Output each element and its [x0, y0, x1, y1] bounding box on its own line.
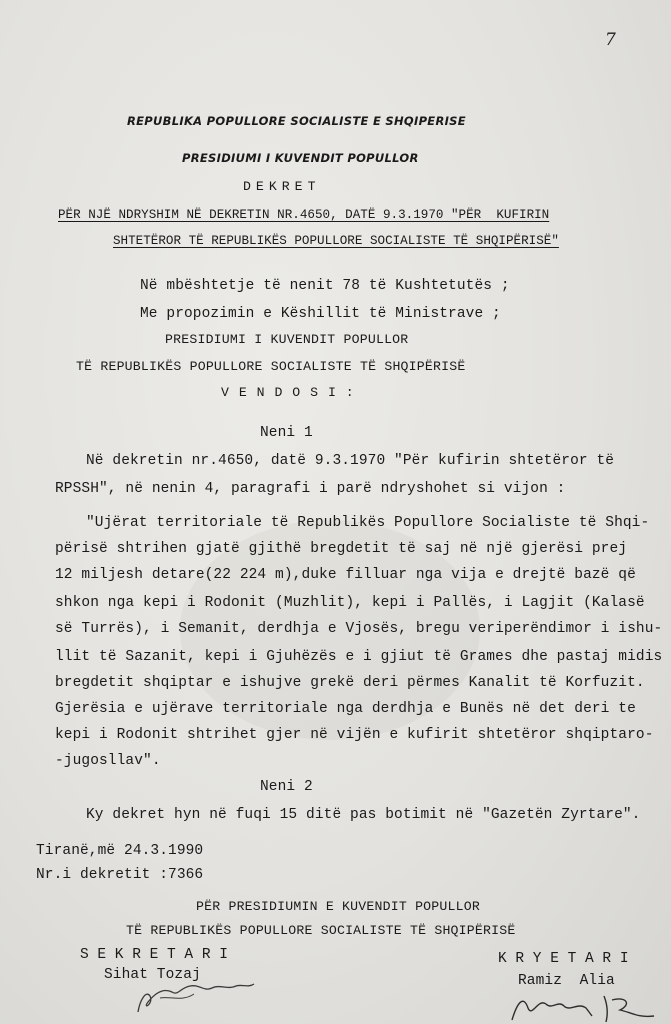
article-1-line: shkon nga kepi i Rodonit (Muzhlit), kepi i Pallës, i Lagjit (Kalasë [55, 595, 645, 611]
article-1-line: -jugosllav". [55, 753, 161, 769]
vendosi-heading: V E N D O S I : [221, 385, 355, 400]
secretary-title: S E K R E T A R I [80, 947, 228, 963]
chairman-title: K R Y E T A R I [498, 951, 629, 967]
preamble-line-2: Me propozimin e Këshillit të Ministrave ; [140, 306, 501, 322]
decree-number: Nr.i dekretit :7366 [36, 867, 204, 883]
doc-type-title: DEKRET [243, 179, 321, 194]
closing-line-2: TË REPUBLIKËS POPULLORE SOCIALISTE TË SHQIPËRISË [126, 923, 516, 938]
chairman-signature [508, 990, 658, 1024]
article-1-heading: Neni 1 [260, 425, 313, 441]
article-1-line: së Turrës), i Semanit, derdhja e Vjosës, bregu veriperëndimor i ishu- [55, 621, 663, 637]
article-1-line: llit të Sazanit, kepi i Gjuhëzës e i gjiut të Grames dhe pastaj midis [55, 649, 663, 665]
article-1-line: 12 miljesh detare(22 224 m),duke filluar nga vija e drejtë bazë që [55, 567, 636, 583]
article-1-line: "Ujërat territoriale të Republikës Popullore Socialiste të Shqi- [86, 515, 650, 531]
article-1-line: kepi i Rodonit shtrihet gjer në vijën e kufirit shtetëror shqiptaro- [55, 727, 654, 743]
chairman-name: Ramiz Alia [518, 973, 615, 989]
secretary-name: Sihat Tozaj [104, 967, 201, 983]
article-1-line: RPSSH", në nenin 4, paragrafi i parë ndryshohet si vijon : [55, 481, 566, 497]
preamble-presidium: PRESIDIUMI I KUVENDIT POPULLOR [165, 332, 409, 347]
closing-line-1: PËR PRESIDIUMIN E KUVENDIT POPULLOR [196, 899, 480, 914]
article-1-line: Gjerësia e ujërave territoriale nga derdhja e Bunës në det deri te [55, 701, 636, 717]
decree-subject-line-2: SHTETËROR TË REPUBLIKËS POPULLORE SOCIALISTE TË SHQIPËRISË" [113, 234, 559, 248]
page-number: 7 [605, 30, 616, 50]
preamble-line-1: Në mbështetje të nenit 78 të Kushtetutës ; [140, 278, 510, 294]
header-presidium: PRESIDIUMI I KUVENDIT POPULLOR [182, 151, 419, 165]
place-date: Tiranë,më 24.3.1990 [36, 843, 204, 859]
article-1-line: Në dekretin nr.4650, datë 9.3.1970 "Për kufirin shtetëror të [86, 453, 615, 469]
article-2-heading: Neni 2 [260, 779, 313, 795]
article-2-text: Ky dekret hyn në fuqi 15 ditë pas botimit në "Gazetën Zyrtare". [86, 807, 641, 823]
preamble-republic: TË REPUBLIKËS POPULLORE SOCIALISTE TË SHQIPËRISË [76, 359, 466, 374]
decree-subject-line-1: PËR NJË NDRYSHIM NË DEKRETIN NR.4650, DATË 9.3.1970 "PËR KUFIRIN [58, 208, 550, 222]
article-1-line: bregdetit shqiptar e ishujve grekë deri përmes Kanalit të Korfuzit. [55, 675, 645, 691]
secretary-signature [120, 972, 260, 1018]
article-1-line: përisë shtrihen gjatë gjithë bregdetit të saj në një gjerësi prej [55, 541, 628, 557]
header-republic: REPUBLIKA POPULLORE SOCIALISTE E SHQIPERISE [127, 114, 466, 128]
